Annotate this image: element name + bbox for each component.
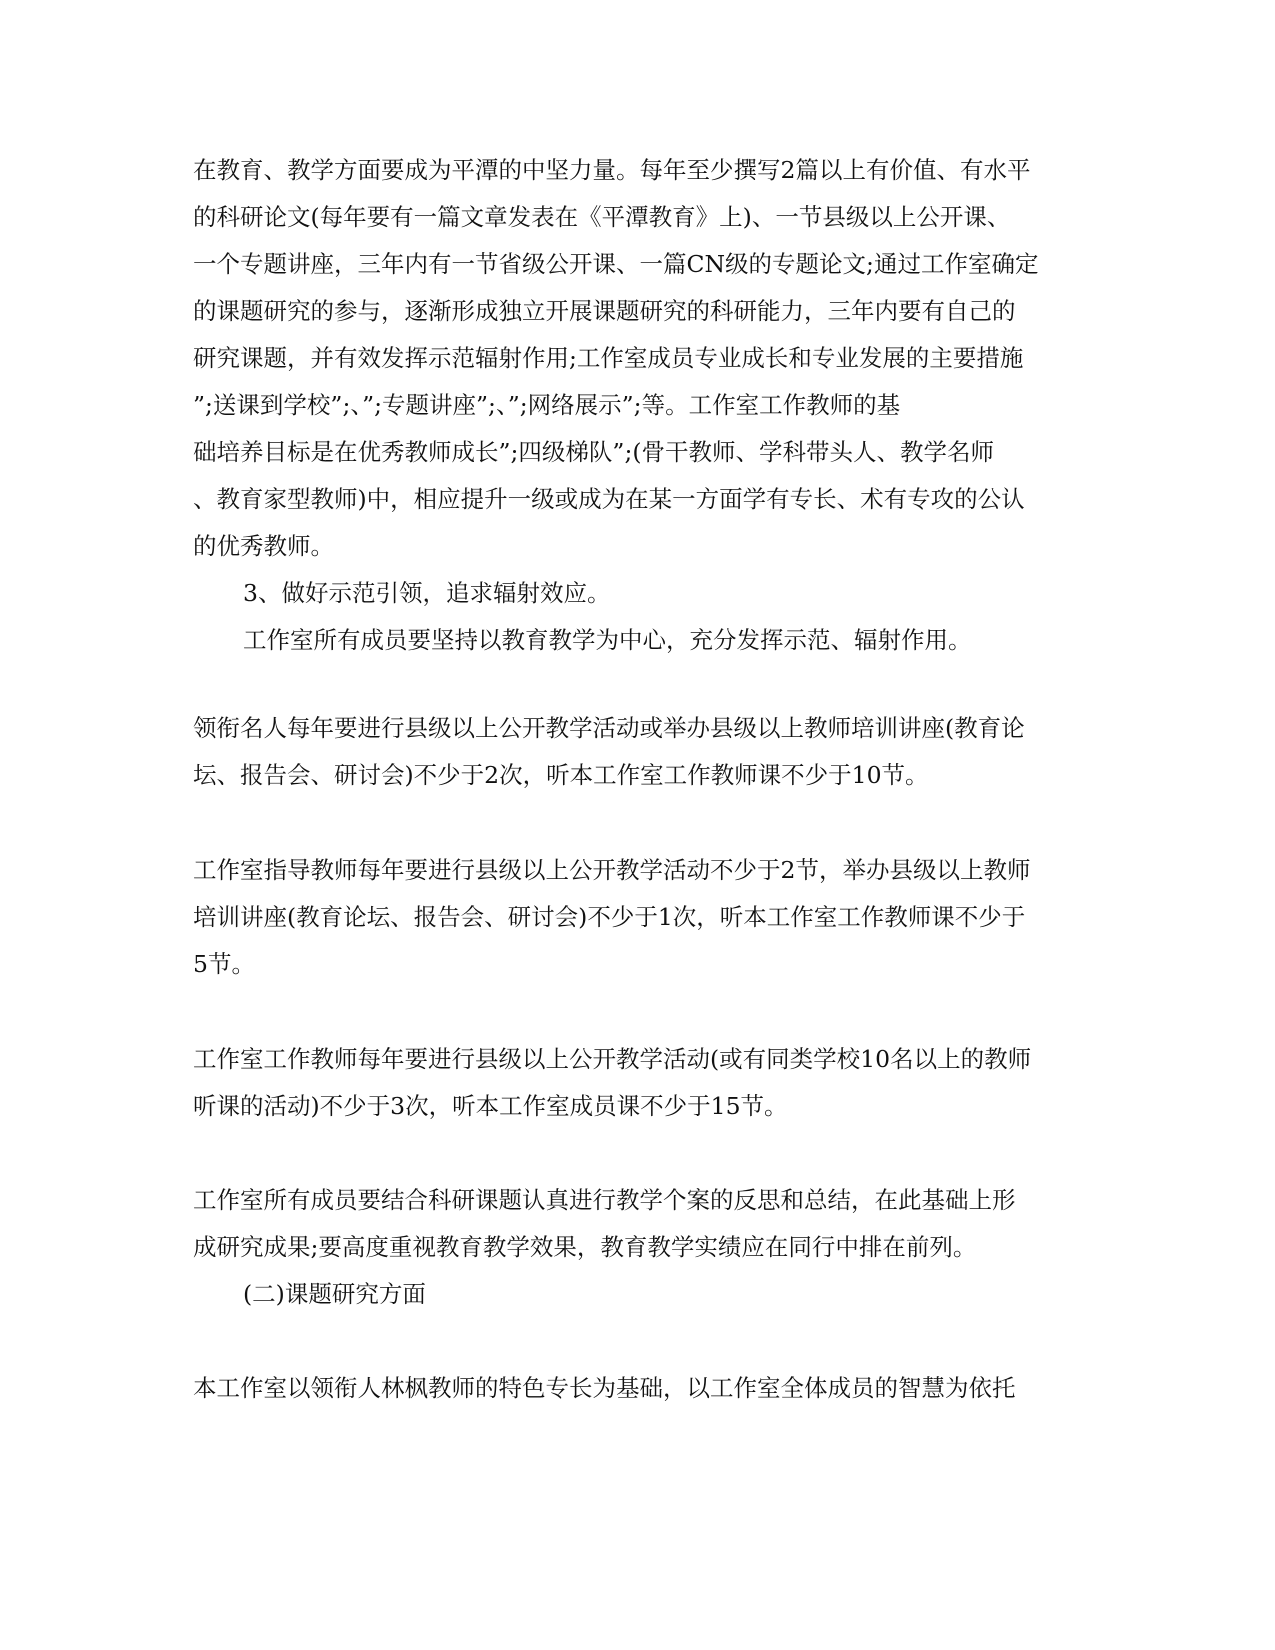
text-line: 的优秀教师。 (193, 532, 334, 560)
section-heading: (二)课题研究方面 (243, 1280, 426, 1308)
text-line: 、教育家型教师)中，相应提升一级或成为在某一方面学有专长、术有专攻的公认 (193, 485, 1025, 513)
text-line: 的课题研究的参与，逐渐形成独立开展课题研究的科研能力，三年内要有自己的 (193, 297, 1016, 325)
section-heading: 3、做好示范引领，追求辐射效应。 (243, 579, 611, 607)
text-line: 领衔名人每年要进行县级以上公开教学活动或举办县级以上教师培训讲座(教育论 (193, 714, 1025, 742)
text-line: 5节。 (193, 950, 255, 978)
text-line: 一个专题讲座，三年内有一节省级公开课、一篇CN级的专题论文;通过工作室确定 (193, 250, 1039, 278)
text-line: 听课的活动)不少于3次，听本工作室成员课不少于15节。 (193, 1092, 788, 1120)
text-line: 本工作室以领衔人林枫教师的特色专长为基础，以工作室全体成员的智慧为依托 (193, 1374, 1016, 1402)
text-line: 工作室指导教师每年要进行县级以上公开教学活动不少于2节，举办县级以上教师 (193, 856, 1031, 884)
text-line: 工作室所有成员要坚持以教育教学为中心，充分发挥示范、辐射作用。 (243, 626, 972, 654)
text-line: 工作室工作教师每年要进行县级以上公开教学活动(或有同类学校10名以上的教师 (193, 1045, 1032, 1073)
text-line: 坛、报告会、研讨会)不少于2次，听本工作室工作教师课不少于10节。 (193, 761, 929, 789)
text-line: 成研究成果;要高度重视教育教学效果，教育教学实绩应在同行中排在前列。 (193, 1233, 977, 1261)
text-line: 研究课题，并有效发挥示范辐射作用;工作室成员专业成长和专业发展的主要措施 (193, 344, 1024, 372)
text-line: 在教育、教学方面要成为平潭的中坚力量。每年至少撰写2篇以上有价值、有水平 (193, 156, 1031, 184)
text-line: 工作室所有成员要结合科研课题认真进行教学个案的反思和总结，在此基础上形 (193, 1186, 1016, 1214)
text-line: ”;送课到学校”;、”;专题讲座”;、”;网络展示”;等。工作室工作教师的基 (193, 391, 901, 419)
text-line: 础培养目标是在优秀教师成长”;四级梯队”;(骨干教师、学科带头人、教学名师 (193, 438, 995, 466)
text-line: 培训讲座(教育论坛、报告会、研讨会)不少于1次，听本工作室工作教师课不少于 (193, 903, 1026, 931)
text-line: 的科研论文(每年要有一篇文章发表在《平潭教育》上)、一节县级以上公开课、 (193, 203, 1011, 231)
